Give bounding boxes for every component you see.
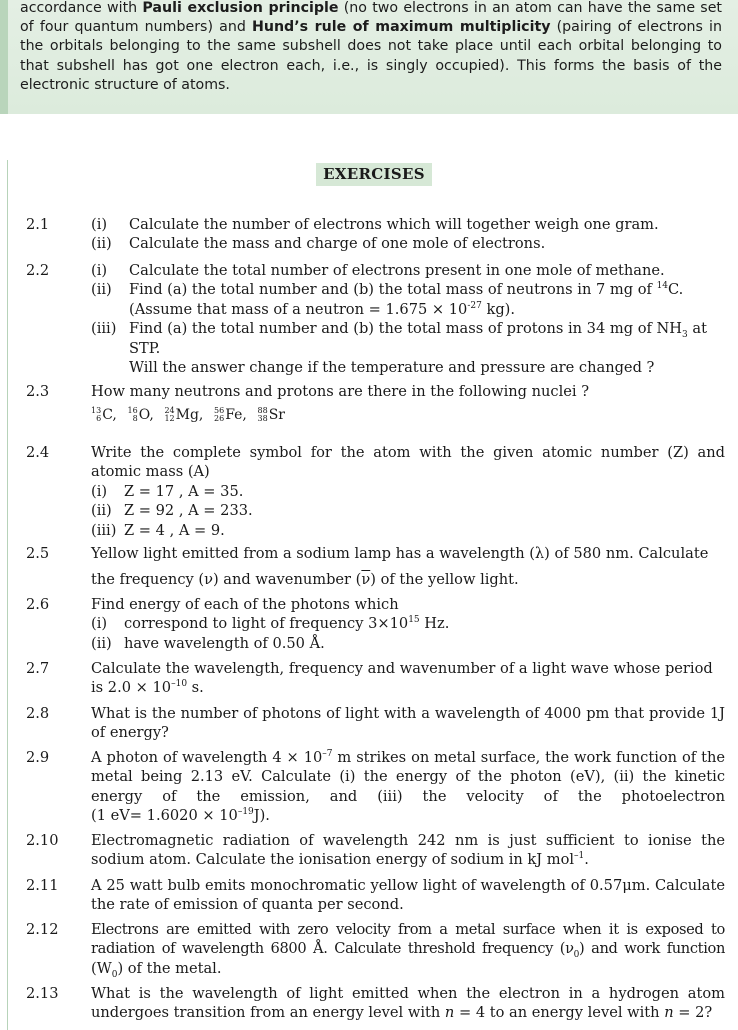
exercise-number: 2.9 xyxy=(26,749,50,766)
exercise-number: 2.11 xyxy=(26,877,59,894)
nucleus-oxygen: 16 8O, xyxy=(127,406,154,424)
nucleus-strontium: 88 38Sr xyxy=(257,406,286,424)
summary-accent-bar xyxy=(0,0,8,114)
hund-term: Hund’s rule of maximum multiplicity xyxy=(251,19,551,36)
sub-question: (i) Z = 17 , A = 35. xyxy=(91,482,244,500)
sub-question: (i) Calculate the number of electrons which will together weigh one gram. xyxy=(91,216,659,233)
sub-question: (ii) Calculate the mass and charge of one mole of electrons. xyxy=(91,235,546,253)
exercise-number: 2.12 xyxy=(26,921,59,938)
sub-question: (iii) Find (a) the total number and (b) the total mass of protons in 34 mg of $NH_3$ at STP. Will the answer change if the temperature and pressure are changed ? xyxy=(91,320,707,377)
exercise-number: 2.10 xyxy=(26,832,59,849)
nuclei-list xyxy=(91,405,725,425)
nucleus-magnesium: 24 12Mg, xyxy=(164,406,204,424)
summary-paragraph: accordance with Pauli exclusion principle (no two electrons in an atom can have the same set of four quantum numbers) and Hund’s rule of maximum multiplicity (pairing of electrons in the orbitals belonging to the same subshell does not take place until each orbital belonging to that subshell has got one electron each, i.e., is singly occupied). This forms the basis of the electronic structure of atoms. xyxy=(20,0,722,93)
nucleus-carbon: 13 6C, xyxy=(91,406,117,424)
summary-box xyxy=(0,0,738,114)
nucleus-iron: 56 26Fe, xyxy=(214,406,247,424)
exercise-number: 2.5 xyxy=(26,545,50,562)
exercise-number: 2.7 xyxy=(26,660,50,677)
exercise-number: 2.4 xyxy=(26,444,50,461)
exercise-number: 2.6 xyxy=(26,596,50,613)
sub-question: (ii) have wavelength of 0.50 Å. xyxy=(91,634,325,652)
exercise-number: 2.1 xyxy=(26,216,50,233)
wavenumber-symbol: $\overline{\nu}$ xyxy=(361,571,371,589)
exercises-heading: EXERCISES xyxy=(316,163,432,186)
exercise-number: 2.13 xyxy=(26,985,59,1002)
sub-question: (iii) Z = 4 , A = 9. xyxy=(91,521,225,539)
exercise-number: 2.8 xyxy=(26,705,50,722)
exercise-number: 2.3 xyxy=(26,383,50,400)
sub-question: (i) Calculate the total number of electrons present in one mole of methane. xyxy=(91,262,665,279)
sub-question: (i) correspond to light of frequency $3\times 10^{15}$ Hz. xyxy=(91,615,450,633)
left-margin-rule xyxy=(7,160,8,1030)
sub-question: (ii) Z = 92 , A = 233. xyxy=(91,502,253,520)
pauli-term: Pauli exclusion principle xyxy=(142,0,339,16)
exercise-number: 2.2 xyxy=(26,262,50,279)
sub-question: (ii) Find (a) the total number and (b) the total mass of neutrons in 7 mg of $^{14}$C. (Assume that mass of a neutron = $1.675 \times 10^{-27}$ kg). xyxy=(91,281,684,318)
